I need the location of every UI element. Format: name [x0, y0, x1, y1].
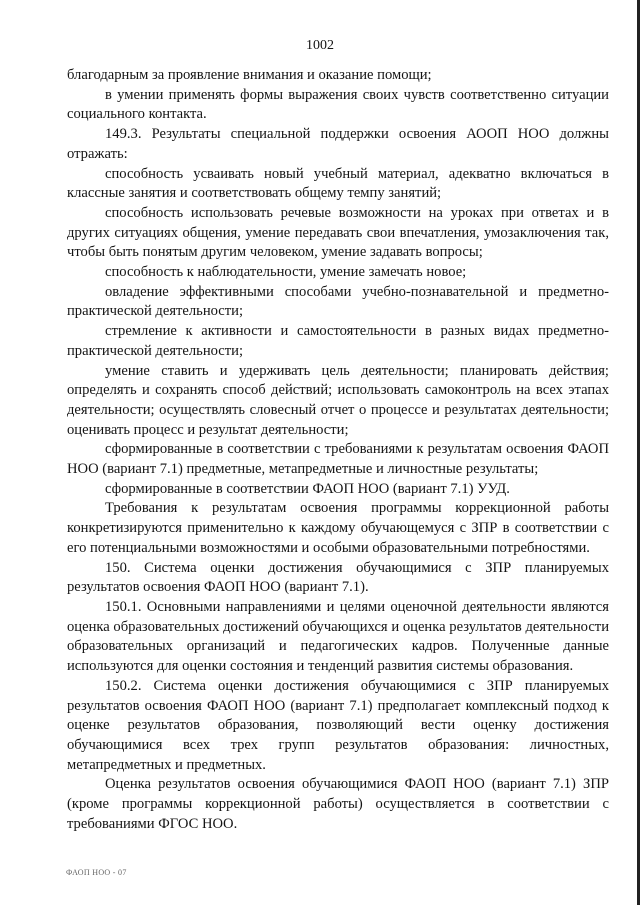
paragraph: Требования к результатам освоения программы коррекционной работы конкретизируются применительно к каждому обучающемуся с ЗПР в соответствии с его потенциальными возможностями и особыми образовательными потребностями.: [67, 500, 609, 556]
paragraph: способность использовать речевые возможности на уроках при ответах и в других ситуациях общения, умение передавать свои впечатления, умозаключения так, чтобы быть понятым другим человеком, умение задавать вопросы;: [67, 204, 609, 261]
paragraph: благодарным за проявление внимания и оказание помощи;: [67, 67, 432, 83]
paragraph: 150.2. Система оценки достижения обучающимися с ЗПР планируемых результатов освоения ФАОП НОО (вариант 7.1) предполагает комплексный подход к оценке результатов образования, позволяющий вести оценку достижения обучающимися всех трех групп результатов образования: личностных, метапредметных и предметных.: [67, 677, 609, 773]
paragraph: 150.1. Основными направлениями и целями оценочной деятельности являются оценка образовательных достижений обучающихся и оценка результатов деятельности образовательных организаций и педагогических кадров. Полученные данные используются для оценки состояния и тенденций развития системы образования.: [67, 598, 609, 675]
paragraph: 149.3. Результаты специальной поддержки освоения АООП НОО должны отражать:: [67, 126, 609, 162]
paragraph: Оценка результатов освоения обучающимися ФАОП НОО (вариант 7.1) ЗПР (кроме программы коррекционной работы) осуществляется в соответствии с требованиями ФГОС НОО.: [67, 776, 609, 832]
paragraph: способность усваивать новый учебный материал, адекватно включаться в классные занятия и соответствовать общему темпу занятий;: [67, 165, 609, 202]
paragraph: 150. Система оценки достижения обучающимися с ЗПР планируемых результатов освоения ФАОП НОО (вариант 7.1).: [67, 559, 609, 596]
paragraph: сформированные в соответствии ФАОП НОО (вариант 7.1) УУД.: [105, 480, 510, 497]
paragraph: в умении применять формы выражения своих чувств соответственно ситуации социального контакта.: [67, 86, 609, 123]
paragraph: стремление к активности и самостоятельности в разных видах предметно-практической деятельности;: [67, 323, 609, 359]
document-body: [67, 66, 609, 834]
paragraph: способность к наблюдательности, умение замечать новое;: [105, 264, 467, 281]
paragraph: сформированные в соответствии с требованиями к результатам освоения ФАОП НОО (вариант 7.1) предметные, метапредметные и личностные результаты;: [67, 441, 609, 478]
paragraph: умение ставить и удерживать цель деятельности; планировать действия; определять и сохранять способ действий; использовать самоконтроль на всех этапах деятельности; осуществлять словесный отчет о процессе и результатах деятельности; оценивать процесс и результат деятельности;: [67, 362, 609, 438]
footer-code: ФАОП НОО - 07: [66, 868, 127, 877]
paragraph: овладение эффективными способами учебно-познавательной и предметно-практической деятельности;: [67, 283, 609, 320]
page-number: 1002: [306, 38, 334, 53]
